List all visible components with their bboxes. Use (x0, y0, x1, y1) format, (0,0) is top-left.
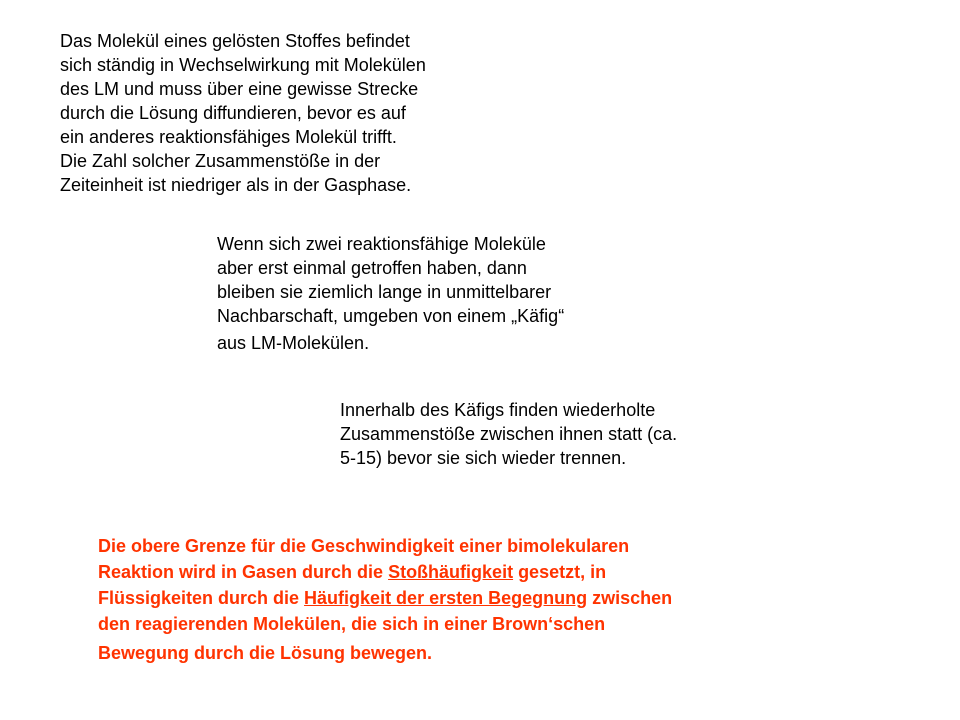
text-line: aber erst einmal getroffen haben, dann (217, 258, 527, 278)
paragraph-diffusion (60, 29, 426, 197)
underlined-term-collision-frequency: Stoßhäufigkeit (388, 562, 514, 582)
text-line: den reagierenden Molekülen, die sich in einer Brown‘schen (98, 614, 606, 634)
text-line: Zeiteinheit ist niedriger als in der Gasphase. (60, 175, 412, 195)
text-line: Nachbarschaft, umgeben von einem „Käfig“ (217, 306, 565, 326)
text-line: aus LM-Molekülen. (217, 333, 370, 353)
text-segment: gesetzt, in (513, 562, 607, 582)
text-line: Die obere Grenze für die Geschwindigkeit einer bimolekularen (98, 536, 630, 556)
text-line: sich ständig in Wechselwirkung mit Molekülen (60, 55, 426, 75)
text-line: 5-15) bevor sie sich wieder trennen. (340, 448, 627, 468)
paragraph-cage-effect (217, 232, 564, 355)
text-line: Das Molekül eines gelösten Stoffes befindet (60, 31, 410, 51)
paragraph-repeated-collisions (340, 398, 677, 470)
text-line: Zusammenstöße zwischen ihnen statt (ca. (340, 424, 678, 444)
text-segment: Flüssigkeiten durch die (98, 588, 305, 608)
text-line: bleiben sie ziemlich lange in unmittelbarer (217, 282, 552, 302)
text-line: durch die Lösung diffundieren, bevor es auf (60, 103, 406, 123)
text-line (98, 585, 672, 611)
text-line: des LM und muss über eine gewisse Strecke (60, 79, 419, 99)
text-line: Wenn sich zwei reaktionsfähige Moleküle (217, 234, 546, 254)
text-line: Bewegung durch die Lösung bewegen. (98, 643, 433, 663)
text-line: Innerhalb des Käfigs finden wiederholte (340, 400, 656, 420)
text-line: Die Zahl solcher Zusammenstöße in der (60, 151, 381, 171)
text-segment: Reaktion wird in Gasen durch die (98, 562, 389, 582)
text-line: ein anderes reaktionsfähiges Molekül trifft. (60, 127, 397, 147)
text-segment: zwischen (587, 588, 673, 608)
text-line (98, 559, 672, 585)
underlined-term-encounter-frequency: Häufigkeit der ersten Begegnung (304, 588, 588, 608)
paragraph-rate-limit-highlight (98, 533, 672, 666)
